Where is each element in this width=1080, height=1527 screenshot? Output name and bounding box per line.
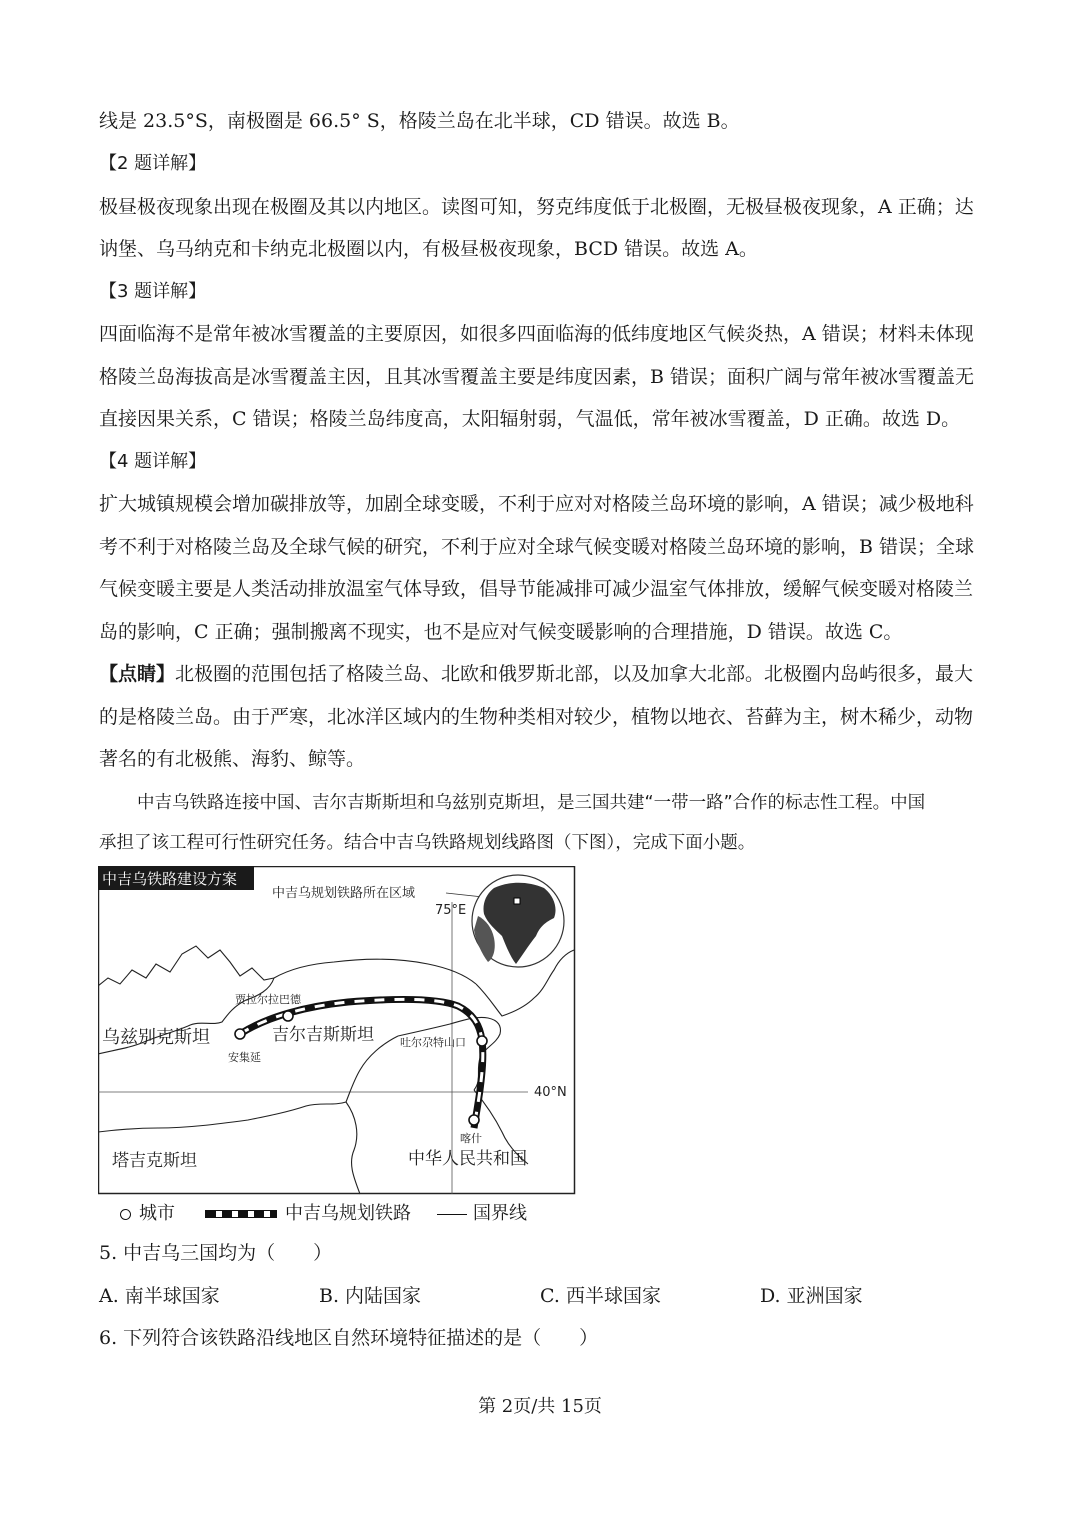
- section-heading: 【4 题详解】: [99, 451, 207, 472]
- legend-railway: [205, 1199, 411, 1225]
- city-kashgar: [469, 1115, 479, 1125]
- option-a[interactable]: A. 南半球国家: [99, 1285, 220, 1307]
- paragraph-text: [99, 661, 973, 687]
- option-c[interactable]: C. 西半球国家: [540, 1285, 661, 1307]
- paragraph-text: 直接因果关系，C 错误；格陵兰岛纬度高，太阳辐射弱，气温低，常年被冰雪覆盖，D 正确。故选 D。: [99, 408, 961, 430]
- intro-text: 承担了该工程可行性研究任务。结合中吉乌铁路规划线路图（下图），完成下面小题。: [99, 833, 756, 853]
- question-6: 6. 下列符合该铁路沿线地区自然环境特征描述的是（ ）: [99, 1327, 599, 1349]
- paragraph-text: 著名的有北极熊、海豹、鲸等。: [99, 748, 366, 770]
- label-jalalabad: 贾拉尔拉巴德: [235, 993, 301, 1006]
- question-5: 5. 中吉乌三国均为（ ）: [99, 1242, 333, 1264]
- label-kyrgyzstan: 吉尔吉斯斯坦: [272, 1025, 374, 1045]
- city-andijan: [235, 1029, 245, 1039]
- paragraph-text: 四面临海不是常年被冰雪覆盖的主要原因，如很多四面临海的低纬度地区气候炎热，A 错误；材料未体现: [99, 323, 974, 345]
- paragraph-text: 极昼极夜现象出现在极圈及其以内地区。读图可知，努克纬度低于北极圈，无极昼极夜现象，A 正确；达: [99, 196, 974, 218]
- map-title: 中吉乌铁路建设方案: [102, 870, 238, 888]
- label-tajikistan: 塔吉克斯坦: [112, 1151, 197, 1171]
- paragraph-text: 气候变暖主要是人类活动排放温室气体导致，倡导节能减排可减少温室气体排放，缓解气候变暖对格陵兰: [99, 578, 974, 600]
- option-b[interactable]: B. 内陆国家: [319, 1285, 422, 1307]
- paragraph-text: 的是格陵兰岛。由于严寒，北冰洋区域内的生物种类相对较少，植物以地衣、苔藓为主，树木稀少，动物: [99, 706, 974, 728]
- section-heading: 【3 题详解】: [99, 281, 207, 302]
- paragraph-text: 考不利于对格陵兰岛及全球气候的研究，不利于应对全球气候变暖对格陵兰岛环境的影响，B 错误；全球: [99, 536, 975, 558]
- legend-city-label: 城市: [139, 1203, 175, 1224]
- legend-railway-label: 中吉乌规划铁路: [285, 1203, 411, 1224]
- border-line-icon: [437, 1214, 467, 1215]
- page-footer: 第 2页/共 15页: [478, 1396, 602, 1417]
- label-china: 中华人民共和国: [408, 1149, 527, 1169]
- dian-text: 北极圈的范围包括了格陵兰岛、北欧和俄罗斯北部，以及加拿大北部。北极圈内岛屿很多，最大: [175, 663, 974, 685]
- label-andijan: 安集延: [228, 1051, 261, 1064]
- section-heading: 【2 题详解】: [99, 153, 207, 174]
- city-circle-icon: [120, 1209, 131, 1220]
- legend-border-label: 国界线: [473, 1203, 527, 1224]
- label-torugart: 吐尔尕特山口: [400, 1036, 466, 1049]
- legend-city: [120, 1199, 175, 1225]
- meridian-label: 75°E: [435, 903, 467, 918]
- railway-symbol-icon: [205, 1210, 277, 1218]
- parallel-label: 40°N: [534, 1085, 567, 1100]
- option-d[interactable]: D. 亚洲国家: [760, 1285, 863, 1307]
- inset-label: 中吉乌规划铁路所在区域: [272, 886, 416, 901]
- paragraph-text: 格陵兰岛海拔高是冰雪覆盖主因，且其冰雪覆盖主要是纬度因素，B 错误；面积广阔与常年被冰雪覆盖无: [99, 366, 975, 388]
- railway-map: [98, 866, 578, 1196]
- label-kashgar: 喀什: [460, 1132, 482, 1145]
- paragraph-text: 讷堡、乌马纳克和卡纳克北极圈以内，有极昼极夜现象，BCD 错误。故选 A。: [99, 238, 758, 260]
- paragraph-text: 岛的影响，C 正确；强制搬离不现实，也不是应对气候变暖影响的合理措施，D 错误。故选 C。: [99, 621, 903, 643]
- intro-text: 中吉乌铁路连接中国、吉尔吉斯斯坦和乌兹别克斯坦，是三国共建“一带一路”合作的标志性工程。中国: [137, 793, 926, 813]
- dian-label: 【点睛】: [99, 663, 176, 685]
- globe-inset: [472, 875, 564, 967]
- city-jalalabad: [283, 1011, 293, 1021]
- label-uzbekistan: 乌兹别克斯坦: [102, 1027, 210, 1048]
- paragraph-text: 扩大城镇规模会增加碳排放等，加剧全球变暖，不利于应对对格陵兰岛环境的影响，A 错误；减少极地科: [99, 493, 974, 515]
- legend-border: [437, 1199, 527, 1225]
- city-torugart: [477, 1036, 487, 1046]
- paragraph-text: 线是 23.5°S，南极圈是 66.5° S，格陵兰岛在北半球，CD 错误。故选 B。: [99, 110, 740, 132]
